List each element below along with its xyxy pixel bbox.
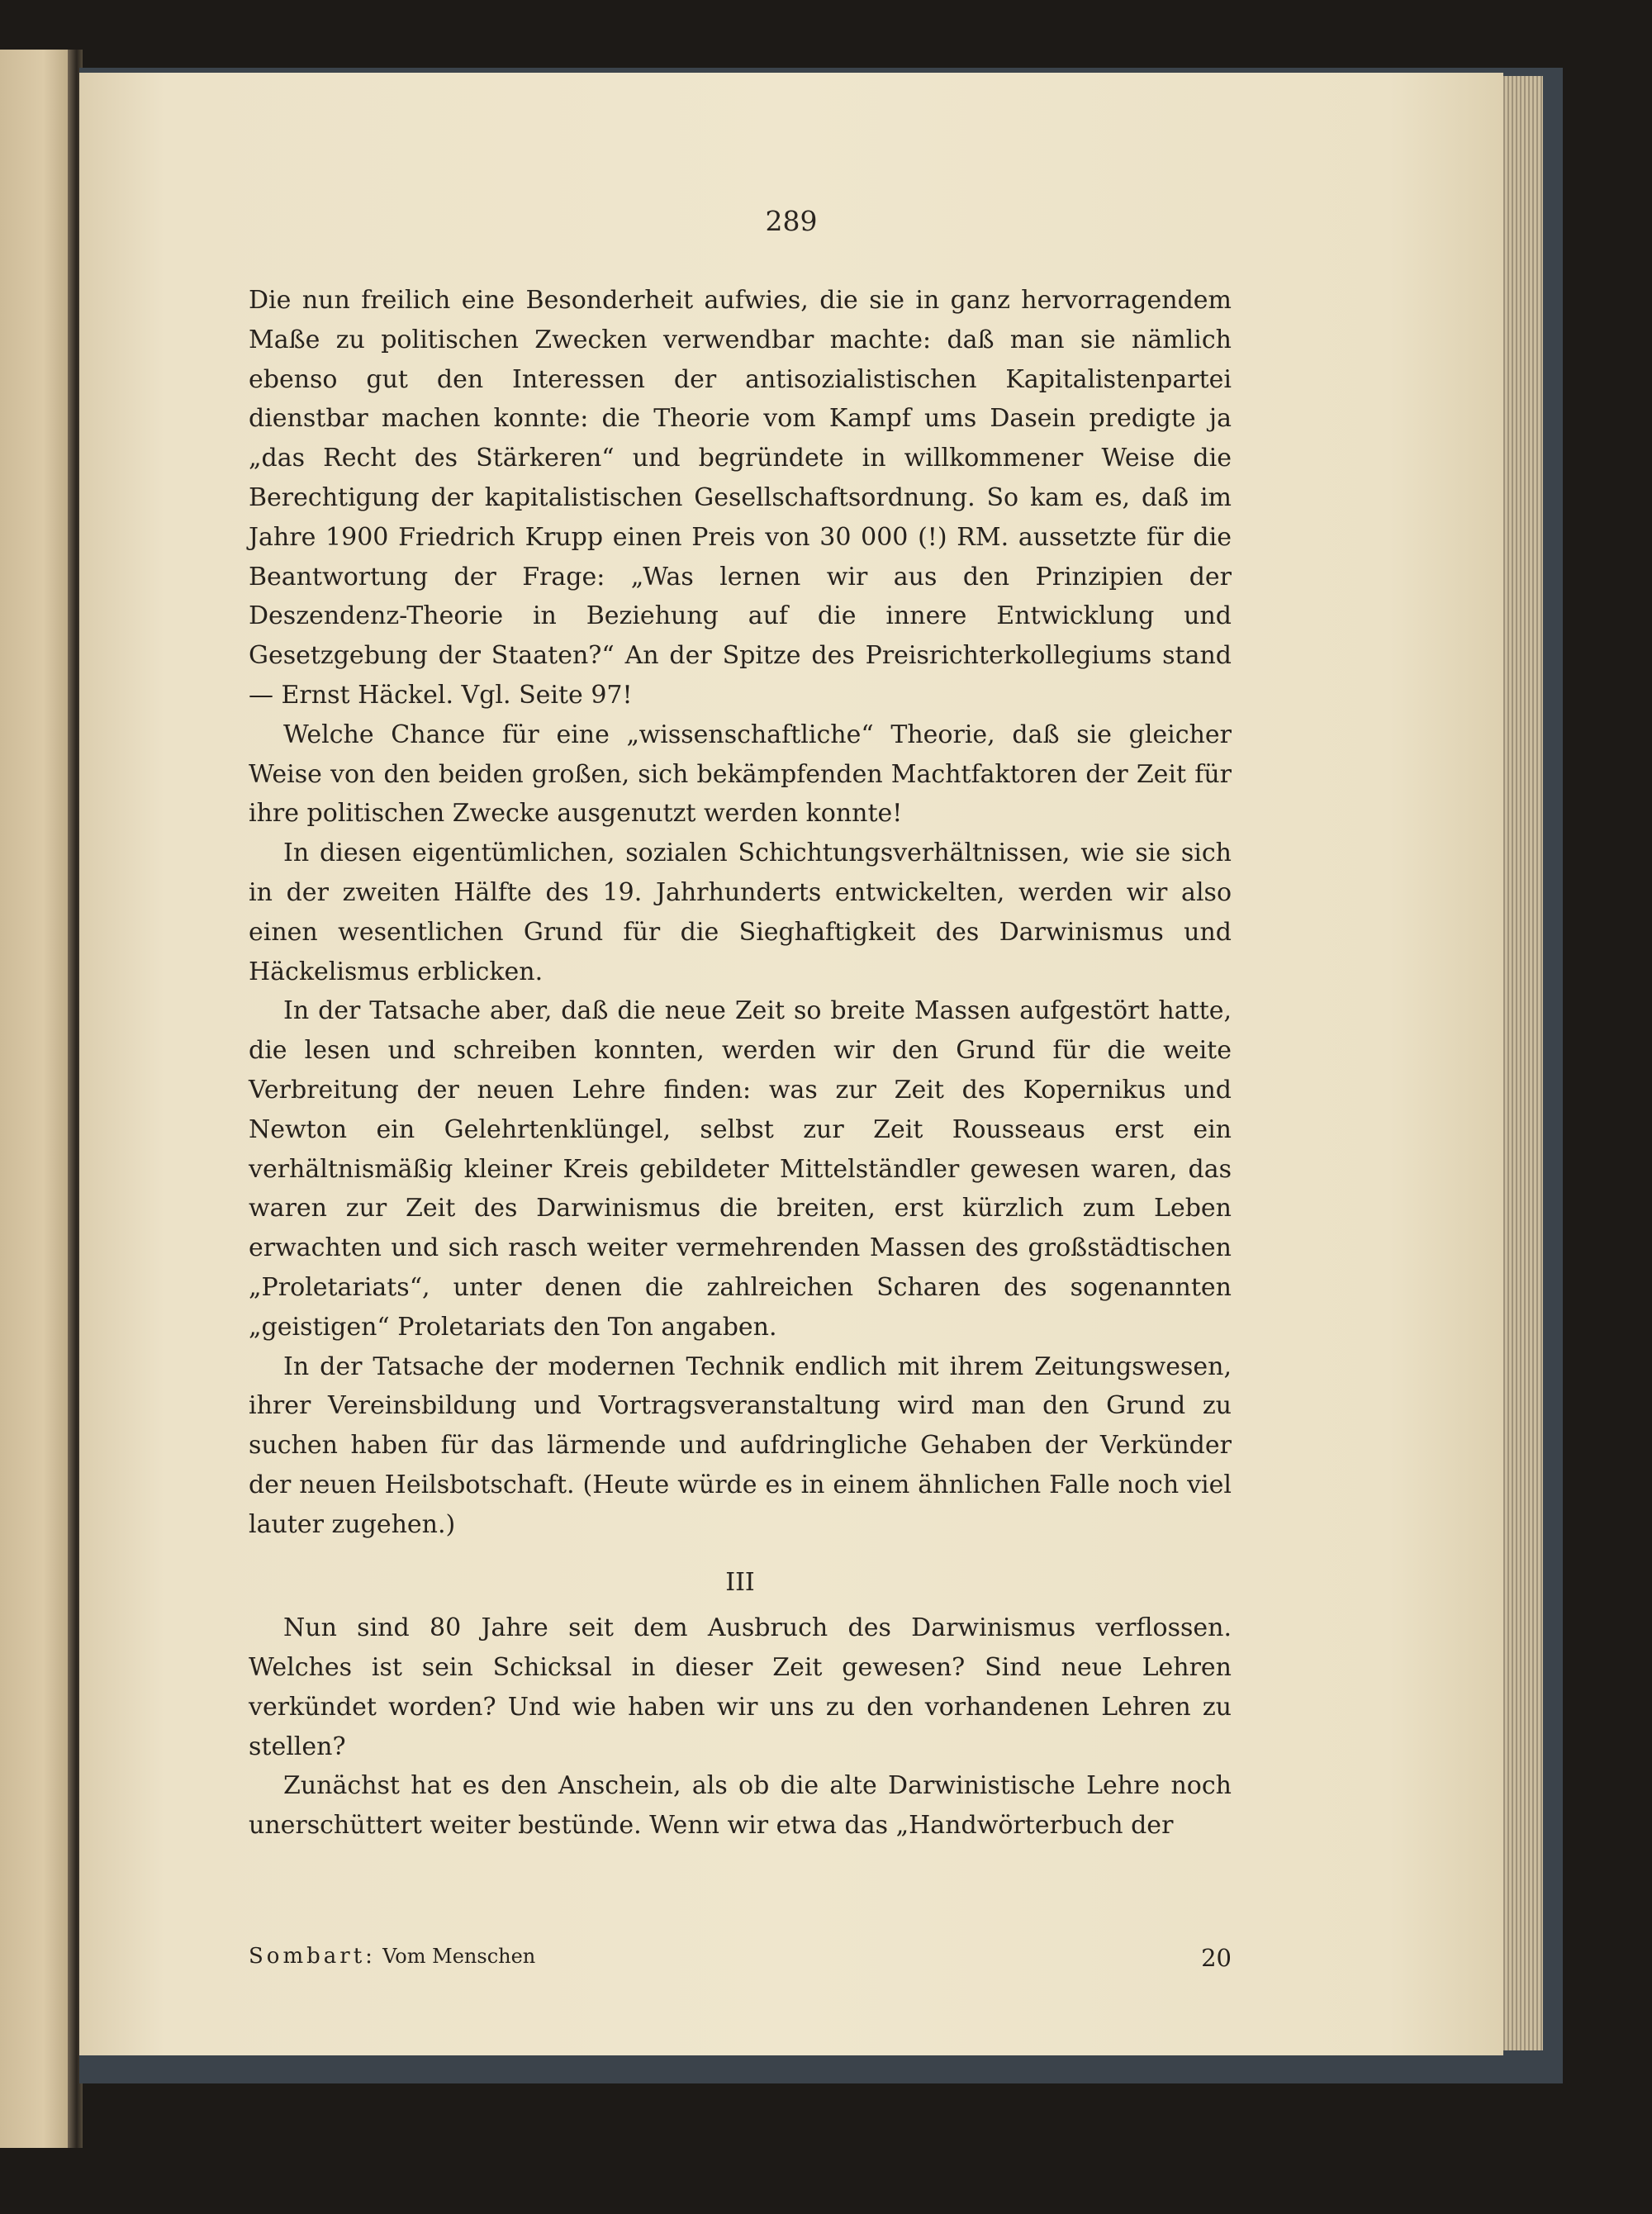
paragraph: In der Tatsache der modernen Technik endlich mit ihrem Zeitungswesen, ihrer Vereinsbildung und Vortragsveranstaltung wird man den Grund zu suchen haben für das lärmende und aufdringliche Gehaben der Verkünder der neuen Heilsbotschaft. (Heute würde es in einem ähnlichen Falle noch viel lauter zugehen.) [249,1352,1232,1539]
page-stack-edges [1497,76,1543,2050]
printer-signature [249,1944,535,1969]
section-heading: III [725,1567,755,1597]
page-number: 289 [765,205,818,237]
footer-title: Vom Menschen [382,1945,536,1968]
footer-author: Sombart: [249,1944,376,1969]
paragraph-continuation: Die nun freilich eine Besonderheit aufwies, die sie in ganz hervorragendem Maße zu politischen Zwecken verwendbar machte: daß man sie nämlich ebenso gut den Interessen der antisozialistischen Kapitalistenpartei dienstbar machen konnte: die Theorie vom Kampf ums Dasein predigte ja „das Recht des Stärkeren“ und begründete in willkommener Weise die Berechtigung der kapitalistischen Gesellschaftsordnung. So kam es, daß im Jahre 1900 Friedrich Krupp einen Preis von 30 000 (!) RM. aussetzte für die Beantwortung der Frage: „Was lernen wir aus den Prinzipien der Deszendenz-Theorie in Beziehung auf die innere Entwicklung und Gesetzgebung der Staaten?“ An der Spitze des Preisrichterkollegiums stand — Ernst Häckel. Vgl. Seite 97! [249,286,1232,710]
paragraph: Zunächst hat es den Anschein, als ob die alte Darwinistische Lehre noch unerschüttert weiter bestünde. Wenn wir etwa das „Handwörterbuch der [249,1771,1232,1841]
paragraph: In der Tatsache aber, daß die neue Zeit so breite Massen aufgestört hatte, die lesen und schreiben konnten, werden wir den Grund für die weite Verbreitung der neuen Lehre finden: was zur Zeit des Kopernikus und Newton ein Gelehrtenklüngel, selbst zur Zeit Rousseaus erst ein verhältnismäßig kleiner Kreis gebildeter Mittelständler gewesen waren, das waren zur Zeit des Darwinismus die breiten, erst kürzlich zum Leben erwachten und sich rasch weiter vermehrenden Massen des großstädtischen „Proletariats“, unter denen die zahlreichen Scharen des sogenannten „geistigen“ Proletariats den Ton angaben. [249,996,1232,1342]
body-text [249,281,1232,1846]
book-page [79,73,1503,2055]
paragraph: In diesen eigentümlichen, sozialen Schichtungsverhältnissen, wie sie sich in der zweiten Hälfte des 19. Jahrhunderts entwickelten, werden wir also einen wesentlichen Grund für die Sieghaftigkeit des Darwinismus und Häckelismus erblicken. [249,839,1232,986]
paragraph: Welche Chance für eine „wissenschaftliche“ Theorie, daß sie gleicher Weise von den beiden großen, sich bekämpfenden Machtfaktoren der Zeit für ihre politischen Zwecke ausgenutzt werden konnte! [249,720,1232,829]
facing-page-edge [0,50,73,2148]
paragraph: Nun sind 80 Jahre seit dem Ausbruch des Darwinismus verflossen. Welches ist sein Schicksal in dieser Zeit gewesen? Sind neue Lehren verkündet worden? Und wie haben wir uns zu den vorhandenen Lehren zu stellen? [249,1613,1232,1761]
signature-number: 20 [1201,1944,1232,1972]
